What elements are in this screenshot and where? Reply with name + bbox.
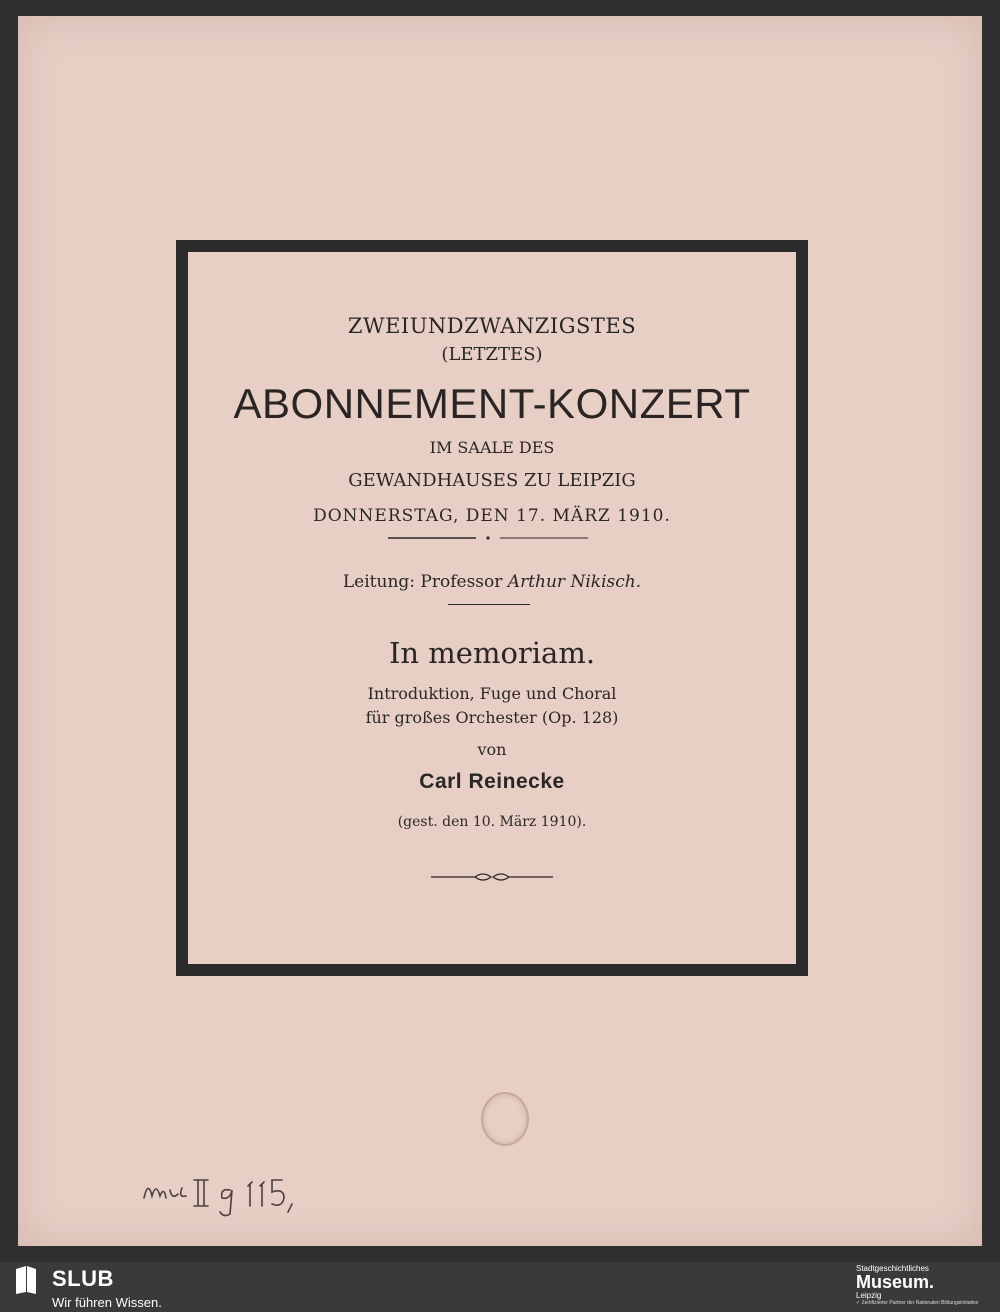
museum-city: Leipzig [856, 1291, 882, 1300]
conductor-name: Arthur Nikisch. [507, 572, 642, 592]
museum-name: Museum. [856, 1272, 935, 1292]
piece-subtitle-2: für großes Orchester (Op. 128) [365, 708, 619, 727]
composer-name: Carl Reinecke [419, 770, 565, 793]
concert-date: DONNERSTAG, DEN 17. MÄRZ 1910. [313, 506, 671, 526]
slub-tagline: Wir führen Wissen. [52, 1295, 162, 1310]
by-word: von [477, 740, 507, 759]
short-divider [448, 604, 530, 605]
piece-title: In memoriam. [388, 636, 596, 670]
concert-note: (LETZTES) [441, 344, 543, 365]
concert-number: ZWEIUNDZWANZIGSTES [347, 314, 637, 338]
slub-logo-icon [12, 1265, 40, 1295]
conductor-line [188, 572, 796, 592]
slub-brand: SLUB [52, 1266, 114, 1291]
program-page [18, 16, 982, 1246]
death-note: (gest. den 10. März 1910). [397, 814, 587, 830]
museum-logo [856, 1264, 986, 1306]
program-content [188, 252, 796, 964]
venue-line-2: GEWANDHAUSES ZU LEIPZIG [348, 470, 636, 491]
library-stamp-icon [481, 1092, 529, 1146]
footer-bar [0, 1262, 1000, 1312]
handwritten-shelfmark [138, 1166, 328, 1221]
divider-rule [388, 535, 588, 541]
venue-line-1: IM SAALE DES [429, 438, 555, 457]
leitung-label: Leitung: Professor [342, 572, 508, 592]
museum-subtitle: Stadtgeschichtliches [856, 1264, 929, 1273]
mourning-border [176, 240, 808, 976]
museum-partner-note: ✓ Zertifizierter Partner der Nationalen Bildungsinitiative [856, 1300, 979, 1306]
piece-subtitle-1: Introduktion, Fuge und Choral [367, 684, 617, 703]
ornament-icon [431, 870, 553, 884]
concert-title: ABONNEMENT-KONZERT [233, 380, 751, 427]
